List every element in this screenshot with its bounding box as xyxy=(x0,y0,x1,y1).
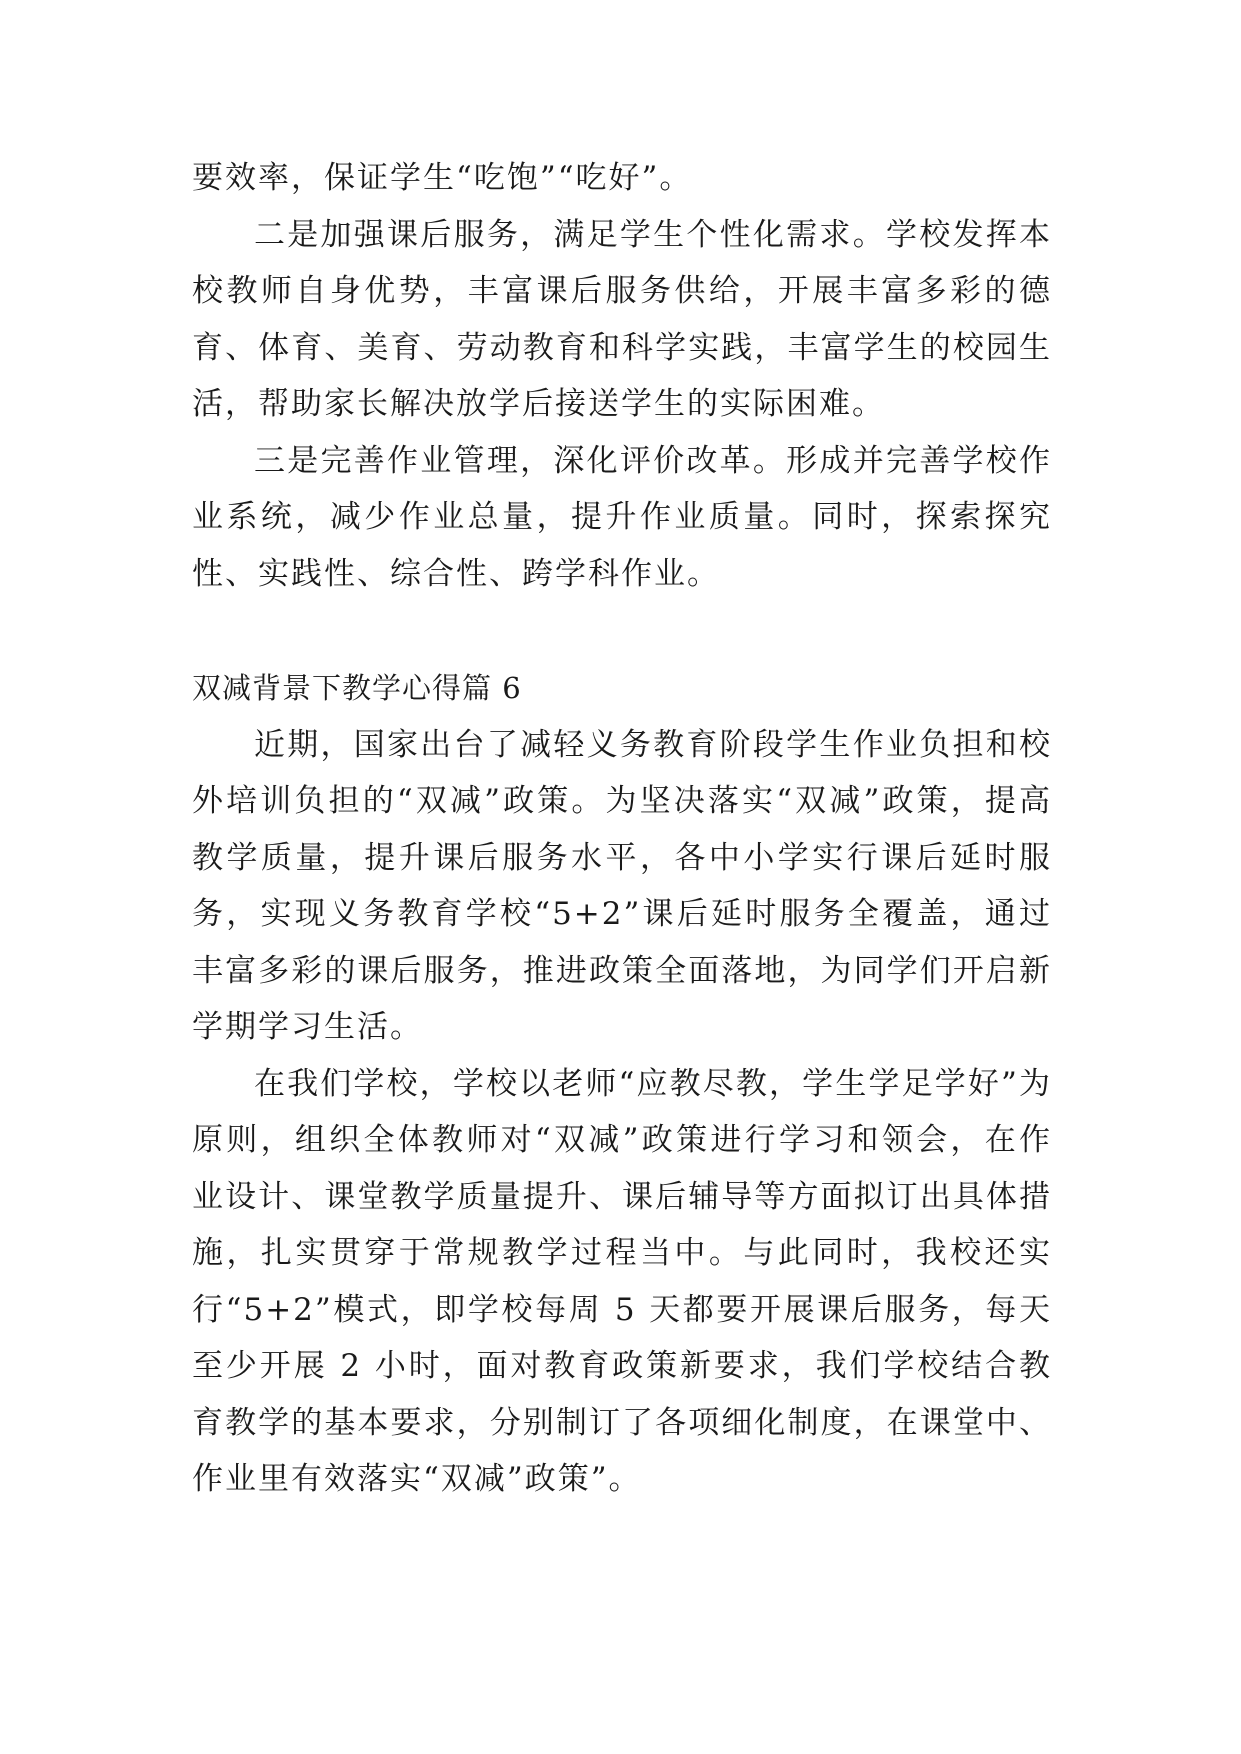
paragraph-school-practice: 在我们学校，学校以老师“应教尽教，学生学足学好”为原则，组织全体教师对“双减”政策进行学习和领会，在作业设计、课堂教学质量提升、课后辅导等方面拟订出具体措施，扎实贯穿于常规教学过程当中。与此同时，我校还实行“5+2”模式，即学校每周 5 天都要开展课后服务，每天至少开展 2 小时，面对教育政策新要求，我们学校结合教育教学的基本要求，分别制订了各项细化制度，在课堂中、作业里有效落实“双减”政策”。 xyxy=(192,1065,1052,1497)
paragraph-policy-intro: 近期，国家出台了减轻义务教育阶段学生作业负担和校外培训负担的“双减”政策。为坚决落实“双减”政策，提高教学质量，提升课后服务水平，各中小学实行课后延时服务，实现义务教育学校“5+2”课后延时服务全覆盖，通过丰富多彩的课后服务，推进政策全面落地，为同学们开启新学期学习生活。 xyxy=(192,726,1052,1045)
section-gap xyxy=(192,602,1052,660)
paragraph-continuation: 要效率，保证学生“吃饱”“吃好”。 xyxy=(192,160,693,196)
paragraph-after-school-service: 二是加强课后服务，满足学生个性化需求。学校发挥本校教师自身优势，丰富课后服务供给，开展丰富多彩的德育、体育、美育、劳动教育和科学实践，丰富学生的校园生活，帮助家长解决放学后接送学生的实际困难。 xyxy=(192,216,1052,422)
section-title: 双减背景下教学心得篇 6 xyxy=(192,671,522,705)
document-page xyxy=(192,150,1052,1508)
paragraph-homework-management: 三是完善作业管理，深化评价改革。形成并完善学校作业系统，减少作业总量，提升作业质量。同时，探索探究性、实践性、综合性、跨学科作业。 xyxy=(192,442,1052,592)
